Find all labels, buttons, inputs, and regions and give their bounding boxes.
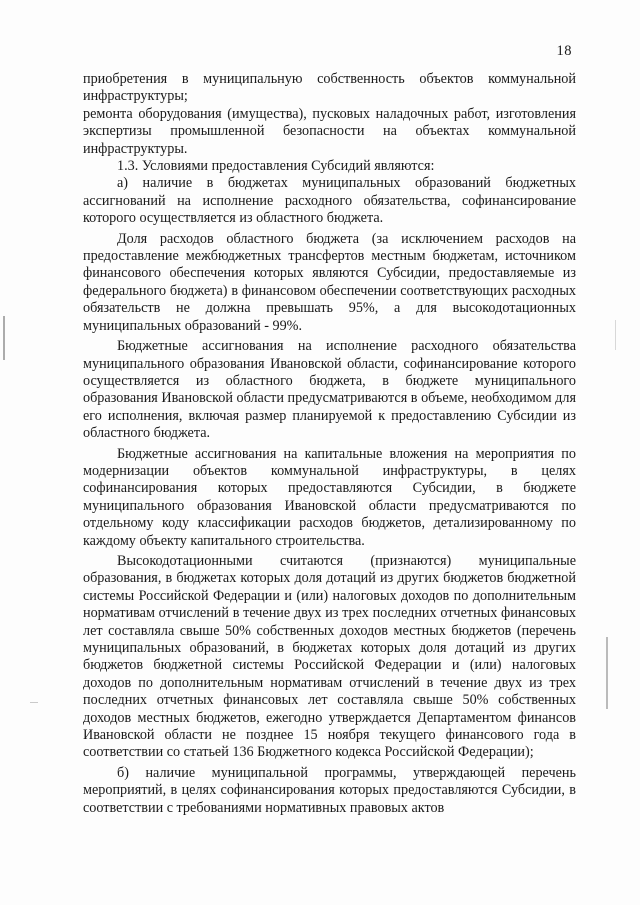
paragraph: приобретения в муниципальную собственность объектов коммунальной инфраструктуры;: [83, 71, 576, 105]
paragraph: ремонта оборудования (имущества), пусковых наладочных работ, изготовления экспертизы промышленной безопасности на объектах коммунальной инфраструктуры.: [83, 105, 576, 157]
section-heading: 1.3. Условиями предоставления Субсидий являются:: [117, 158, 435, 175]
scan-artifact: [3, 316, 5, 360]
page-number: 18: [556, 43, 572, 59]
paragraph: Бюджетные ассигнования на исполнение расходного обязательства муниципального образования Ивановской области, софинансирование которого осуществляется из областного бюджета, в бюджете муниципального образования Ивановской области предусматриваются в объеме, необходимом для его исполнения, включая размер планируемой к предоставлению Субсидии из областного бюджета.: [83, 338, 576, 442]
paragraph: Высокодотационными считаются (признаются) муниципальные образования, в бюджетах которых доля дотаций из других бюджетов бюджетной системы Российской Федерации и (или) налоговых доходов по дополнительным нормативам отчислений в течение двух из трех последних отчетных финансовых лет составляла свыше 50% собственных доходов местных бюджетов (перечень муниципальных образований, в бюджетах которых доля дотаций из других бюджетов бюджетной системы Российской Федерации и (или) налоговых доходов по дополнительным нормативам отчислений в течение двух из трех последних отчетных финансовых лет составляла свыше 50% собственных доходов местных бюджетов, ежегодно утверждается Департаментом финансов Ивановской области не позднее 15 ноября текущего финансового года в соответствии со статьей 136 Бюджетного кодекса Российской Федерации);: [83, 552, 576, 761]
scan-artifact: [615, 320, 616, 350]
document-body: [83, 71, 576, 817]
paragraph: а) наличие в бюджетах муниципальных образований бюджетных ассигнований на исполнение расходного обязательства, софинансирование которого осуществляется из областного бюджета.: [83, 175, 576, 227]
paragraph: Доля расходов областного бюджета (за исключением расходов на предоставление межбюджетных трансфертов местным бюджетам, источником финансового обеспечения которых являются Субсидии, предоставляемые из федерального бюджета) в финансовом обеспечении соответствующих расходных обязательств не должна превышать 95%, а для высокодотационных муниципальных образований - 99%.: [83, 230, 576, 334]
paragraph: Бюджетные ассигнования на капитальные вложения на мероприятия по модернизации объектов коммунальной инфраструктуры, в целях софинансирования которых предоставляются Субсидии, в бюджете муниципального образования Ивановской области предусматриваются по отдельному коду классификации расходов бюджетов, детализированному по каждому объекту капитального строительства.: [83, 445, 576, 549]
paragraph: б) наличие муниципальной программы, утверждающей перечень мероприятий, в целях софинансирования которых предоставляются Субсидии, в соответствии с требованиями нормативных правовых актов: [83, 764, 576, 816]
scan-artifact: [606, 637, 608, 709]
scan-artifact: [30, 702, 38, 703]
